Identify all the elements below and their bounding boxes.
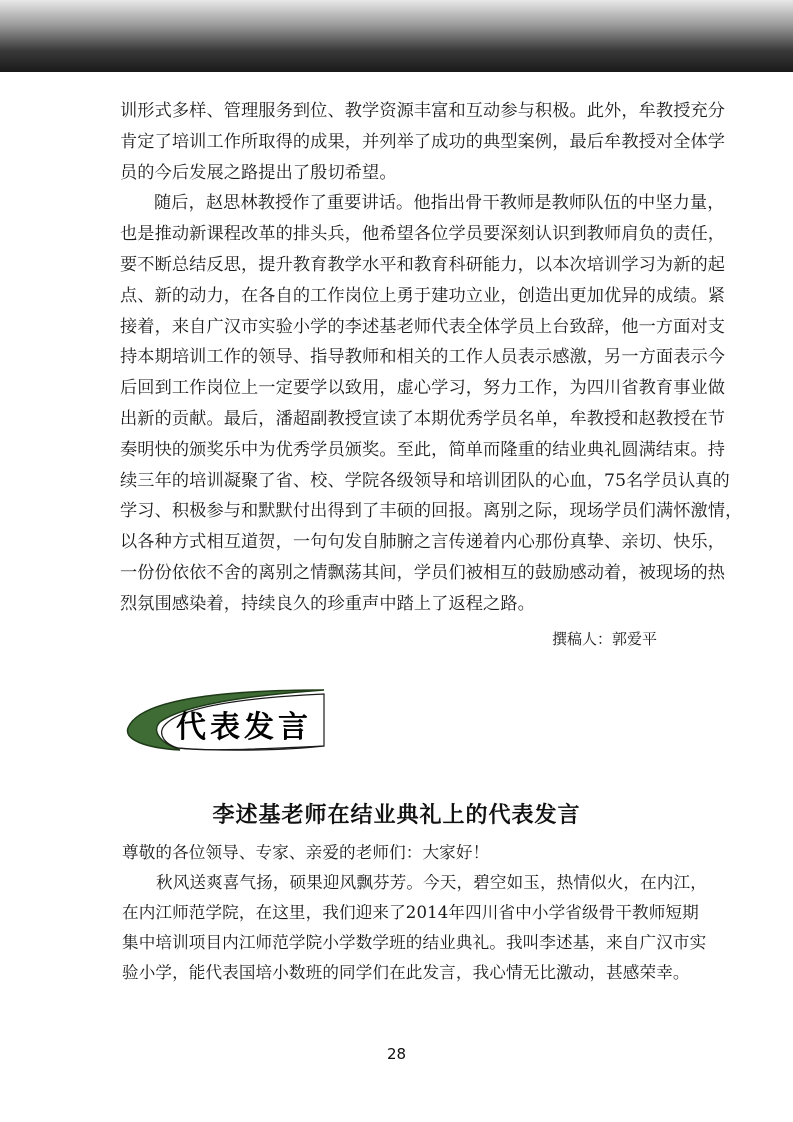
body-line: 接着，来自广汉市实验小学的李述基老师代表全体学员上台致辞，他一方面对支 — [120, 316, 726, 337]
body-line: 员的今后发展之路提出了殷切希望。 — [120, 162, 397, 183]
page-header-bar — [0, 0, 793, 72]
body-line: 持本期培训工作的领导、指导教师和相关的工作人员表示感激，另一方面表示今 — [120, 347, 726, 368]
body-line: 续三年的培训凝聚了省、校、学院各级领导和培训团队的心血，75名学员认真的 — [120, 470, 730, 491]
body-line: 随后，赵思林教授作了重要讲话。他指出骨干教师是教师队伍的中坚力量， — [154, 193, 725, 214]
speech-title: 李述基老师在结业典礼上的代表发言 — [212, 803, 581, 828]
speech-body — [122, 838, 707, 988]
body-line: 以各种方式相互道贺，一句句发自肺腑之言传递着内心那份真挚、亲切、快乐， — [120, 532, 726, 553]
body-line: 出新的贡献。最后，潘超副教授宣读了本期优秀学员名单，牟教授和赵教授在节 — [120, 408, 726, 429]
body-line: 点、新的动力，在各自的工作岗位上勇于建功立业，创造出更加优异的成绩。紧 — [120, 285, 726, 306]
article-body — [120, 96, 743, 620]
body-line: 学习、积极参与和默默付出得到了丰硕的回报。离别之际，现场学员们满怀激情， — [120, 501, 743, 522]
speech-line: 验小学，能代表国培小数班的同学们在此发言，我心情无比激动，甚感荣幸。 — [122, 963, 690, 982]
body-line: 训形式多样、管理服务到位、教学资源丰富和互动参与积极。此外，牟教授充分 — [120, 101, 726, 121]
body-line: 也是推动新课程改革的排头兵，他希望各位学员要深刻认识到教师肩负的责任， — [120, 224, 726, 245]
speech-line: 秋风送爽喜气扬，硕果迎风飘芬芳。今天，碧空如玉，热情似火，在内江， — [156, 873, 707, 892]
body-line: 肯定了培训工作所取得的成果，并列举了成功的典型案例，最后牟教授对全体学 — [120, 131, 726, 152]
section-banner — [118, 688, 328, 758]
page-number: 28 — [386, 1045, 407, 1063]
speech-line: 在内江师范学院，在这里，我们迎来了2014年四川省中小学省级骨干教师短期 — [122, 903, 699, 922]
body-line: 要不断总结反思，提升教育教学水平和教育科研能力，以本次培训学习为新的起 — [120, 254, 726, 275]
speech-line: 集中培训项目内江师范学院小学数学班的结业典礼。我叫李述基，来自广汉市实 — [122, 933, 707, 952]
banner-label: 代表发言 — [176, 710, 312, 745]
speech-line: 尊敬的各位领导、专家、亲爱的老师们：大家好！ — [122, 843, 490, 862]
body-line: 后回到工作岗位上一定要学以致用，虚心学习，努力工作，为四川省教育事业做 — [120, 378, 726, 399]
author-credit: 撰稿人：郭爱平 — [552, 630, 658, 648]
body-line: 奏明快的颁奖乐中为优秀学员颁奖。至此，简单而隆重的结业典礼圆满结束。持 — [120, 439, 726, 460]
body-line: 烈氛围感染着，持续良久的珍重声中踏上了返程之路。 — [120, 593, 535, 614]
body-line: 一份份依依不舍的离别之情飘荡其间，学员们被相互的鼓励感动着，被现场的热 — [120, 562, 726, 583]
